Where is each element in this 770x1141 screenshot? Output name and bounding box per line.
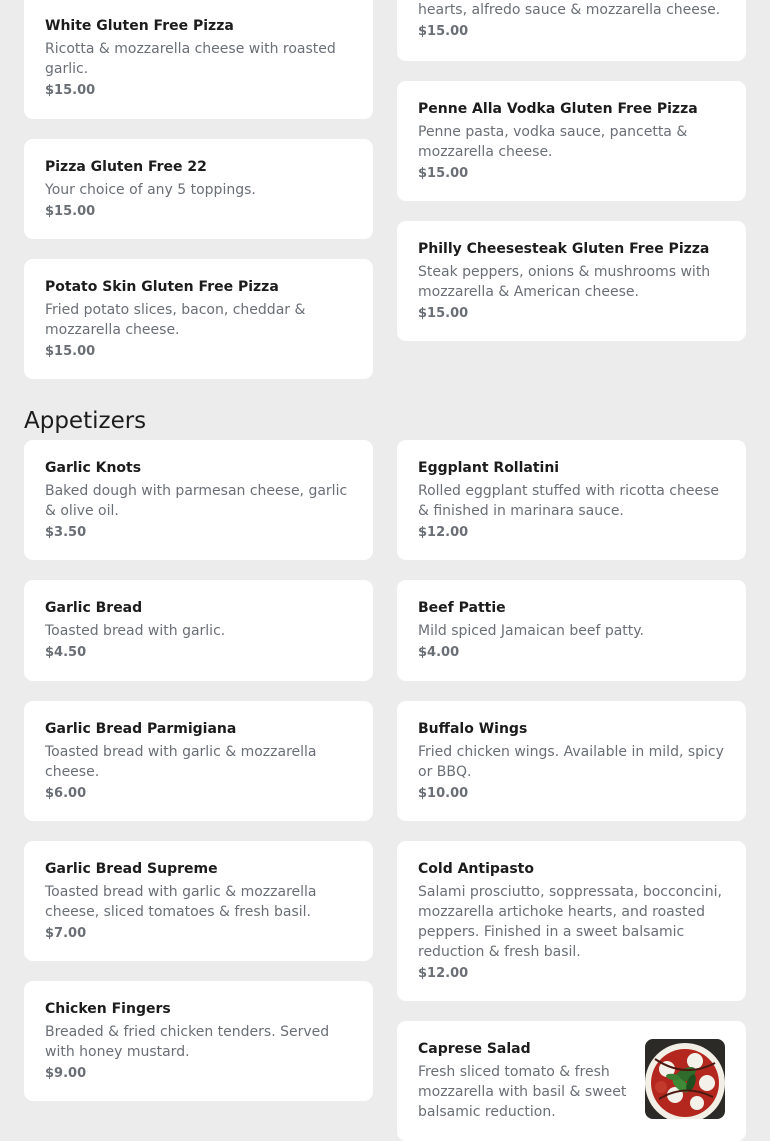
- menu-item-philly-cheesesteak-gluten-free-pizza[interactable]: [397, 221, 746, 341]
- item-price: $10.00: [418, 786, 469, 801]
- item-description: Rolled eggplant stuffed with ricotta cheese & finished in marinara sauce.: [418, 483, 719, 519]
- menu-item-chicken-fingers[interactable]: [24, 981, 373, 1101]
- menu-item-potato-skin-gluten-free-pizza[interactable]: [24, 259, 373, 379]
- item-description: Fresh sliced tomato & fresh mozzarella with basil & sweet balsamic reduction.: [418, 1064, 627, 1120]
- item-name: Caprese Salad: [418, 1041, 531, 1057]
- item-description: Penne pasta, vodka sauce, pancetta & mozzarella cheese.: [418, 124, 688, 160]
- item-description: Toasted bread with garlic & mozzarella cheese, sliced tomatoes & fresh basil.: [45, 884, 317, 920]
- item-name: Chicken Fingers: [45, 1001, 171, 1017]
- menu-item-garlic-bread-supreme[interactable]: [24, 841, 373, 961]
- item-price: $4.00: [418, 645, 460, 660]
- item-description: Ricotta & mozzarella cheese with roasted garlic.: [45, 41, 336, 77]
- item-price: $12.00: [418, 525, 469, 540]
- menu-item-caprese-salad[interactable]: [397, 1021, 746, 1141]
- menu-item-eggplant-rollatini[interactable]: [397, 440, 746, 560]
- menu-item-garlic-knots[interactable]: [24, 440, 373, 560]
- menu-item-garlic-bread[interactable]: [24, 580, 373, 681]
- item-name: White Gluten Free Pizza: [45, 18, 234, 34]
- item-name: Pizza Gluten Free 22: [45, 159, 207, 175]
- item-description: Salami prosciutto, soppressata, bocconcini, mozzarella artichoke hearts, and roasted peppers. Finished in a sweet balsamic reduction & fresh basil.: [418, 884, 722, 960]
- menu-item-pizza-gluten-free-22[interactable]: [24, 139, 373, 239]
- item-price: $15.00: [45, 344, 96, 359]
- section-title-appetizers: Appetizers: [24, 408, 147, 434]
- item-name: Cold Antipasto: [418, 861, 534, 877]
- item-name: Penne Alla Vodka Gluten Free Pizza: [418, 101, 698, 117]
- item-price: $15.00: [418, 24, 469, 39]
- item-description: Toasted bread with garlic & mozzarella cheese.: [45, 744, 317, 780]
- menu-item-garlic-bread-parmigiana[interactable]: [24, 701, 373, 821]
- menu-item-beef-pattie[interactable]: [397, 580, 746, 681]
- item-description: Breaded & fried chicken tenders. Served with honey mustard.: [45, 1024, 330, 1060]
- item-description: Baked dough with parmesan cheese, garlic & olive oil.: [45, 483, 348, 519]
- item-name: Garlic Bread Parmigiana: [45, 721, 237, 737]
- item-price: $12.00: [418, 966, 469, 981]
- item-name: Philly Cheesesteak Gluten Free Pizza: [418, 241, 710, 257]
- item-description: Fried chicken wings. Available in mild, spicy or BBQ.: [418, 744, 724, 780]
- item-price: $15.00: [418, 306, 469, 321]
- item-name: Potato Skin Gluten Free Pizza: [45, 279, 279, 295]
- menu-item-cold-antipasto[interactable]: [397, 841, 746, 1001]
- item-description: Mild spiced Jamaican beef patty.: [418, 623, 645, 639]
- item-price: $6.00: [45, 786, 87, 801]
- item-name: Buffalo Wings: [418, 721, 528, 737]
- caprese-salad-photo-icon[interactable]: [645, 1039, 725, 1119]
- item-name: Eggplant Rollatini: [418, 460, 560, 476]
- item-price: $7.00: [45, 926, 87, 941]
- menu-item-white-gluten-free-pizza[interactable]: [24, 0, 373, 119]
- item-name: Garlic Bread Supreme: [45, 861, 218, 877]
- item-description: Your choice of any 5 toppings.: [45, 182, 256, 198]
- item-price: $15.00: [45, 204, 96, 219]
- item-description: Toasted bread with garlic.: [45, 623, 226, 639]
- item-description: Fried potato slices, bacon, cheddar & mozzarella cheese.: [45, 302, 306, 338]
- item-price: $9.00: [45, 1066, 87, 1081]
- item-description: Steak peppers, onions & mushrooms with mozzarella & American cheese.: [418, 264, 711, 300]
- item-name: Beef Pattie: [418, 600, 506, 616]
- item-price: $15.00: [418, 166, 469, 181]
- item-price: $15.00: [45, 83, 96, 98]
- item-price: $3.50: [45, 525, 87, 540]
- menu-item-buffalo-wings[interactable]: [397, 701, 746, 821]
- item-name: Garlic Knots: [45, 460, 142, 476]
- menu-item-penne-alla-vodka-gluten-free-pizza[interactable]: [397, 81, 746, 201]
- menu-item-partial-gluten-free-pizza[interactable]: [397, 0, 746, 61]
- item-name: Garlic Bread: [45, 600, 143, 616]
- item-description: hearts, alfredo sauce & mozzarella cheese.: [418, 2, 721, 18]
- caprese-salad-photo-graphic: [645, 1039, 725, 1119]
- item-price: $4.50: [45, 645, 87, 660]
